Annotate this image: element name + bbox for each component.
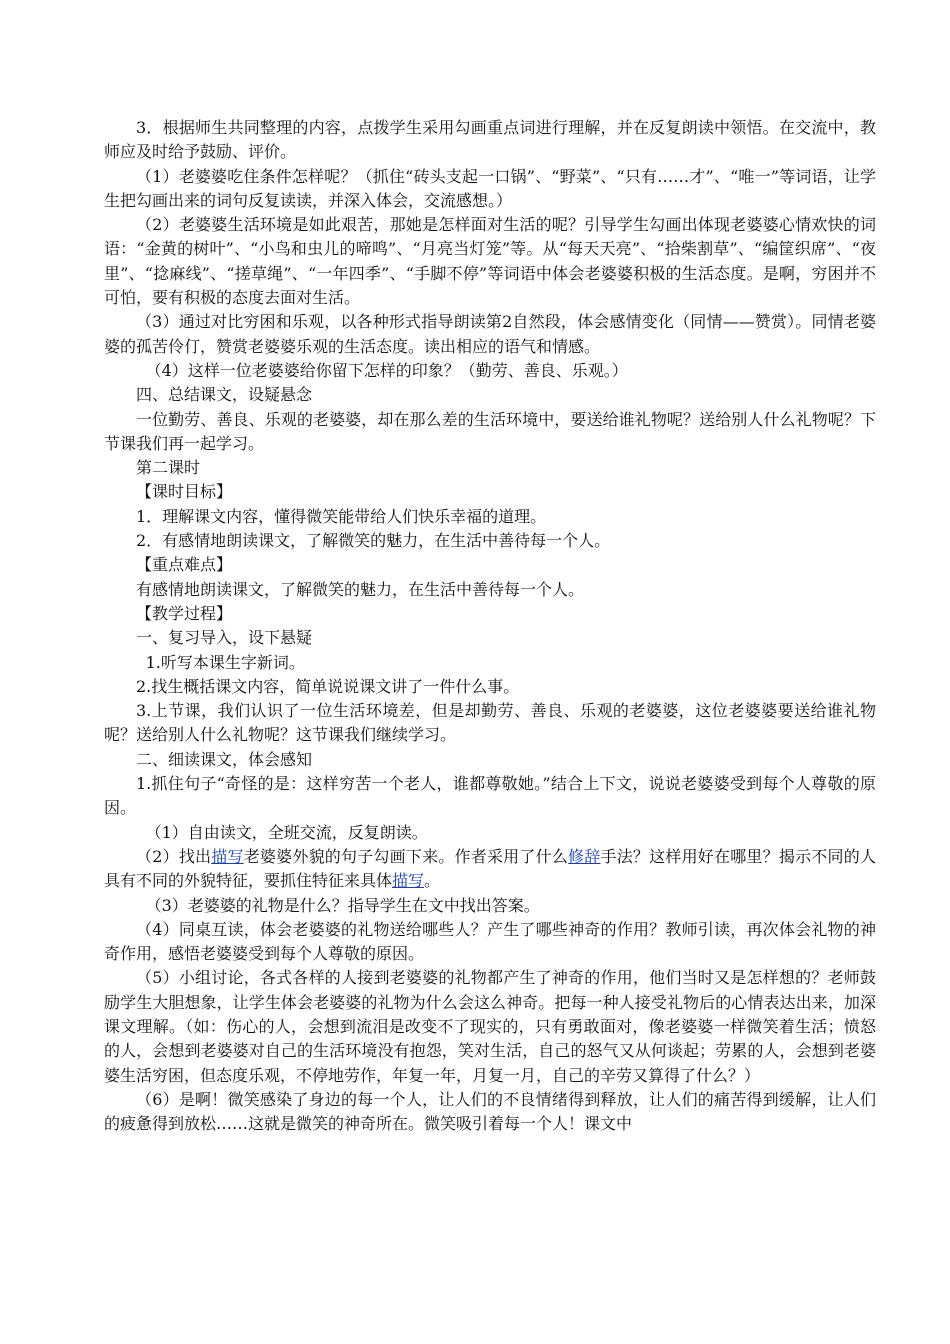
paragraph xyxy=(104,626,876,650)
paragraph xyxy=(104,699,876,748)
paragraph-text: 一、复习导入，设下悬疑 xyxy=(136,628,313,648)
paragraph-text: 手法？这样用好在哪里？揭示不同的人具有不同的外貌特征，要抓住特征来具体 xyxy=(104,846,876,891)
hyperlink[interactable]: 描写 xyxy=(392,871,425,891)
paragraph-text: 1.抓住句子“奇怪的是：这样穷苦一个老人，谁都尊敬她。”结合上下文，说说老婆婆受到每个人尊敬的原因。 xyxy=(104,774,876,818)
paragraph xyxy=(104,918,876,967)
paragraph-text: 2．有感情地朗读课文，了解微笑的魅力，在生活中善待每一个人。 xyxy=(136,531,611,551)
paragraph xyxy=(104,480,876,504)
paragraph xyxy=(104,675,876,699)
hyperlink[interactable]: 修辞 xyxy=(568,846,601,866)
paragraph xyxy=(104,456,876,480)
paragraph-text: （3）老婆婆的礼物是什么？指导学生在文中找出答案。 xyxy=(145,895,540,915)
paragraph-text: （3）通过对比穷困和乐观，以各种形式指导朗读第2自然段，体会感情变化（同情——赞赏）。同情老婆婆的孤苦伶仃，赞赏老婆婆乐观的生活态度。读出相应的语气和情感。 xyxy=(104,312,876,356)
paragraph-text: （2）老婆婆生活环境是如此艰苦，那她是怎样面对生活的呢？引导学生勾画出体现老婆婆心情欢快的词语：“金黄的树叶”、“小鸟和虫儿的啼鸣”、“月亮当灯笼”等。从“每天天亮”、“拾柴割草”、“编筐织席”、“夜里”、“捻麻线”、“搓草绳”、“一年四季”、“手脚不停”等词语中体会老婆婆积极的生活态度。是啊，穷困并不可怕，要有积极的态度去面对生活。 xyxy=(104,215,876,308)
paragraph-text: 【教学过程】 xyxy=(136,603,233,623)
paragraph-text: 1.听写本课生字新词。 xyxy=(145,652,305,672)
paragraph-text: （2）找出 xyxy=(136,846,212,866)
paragraph-text: （6）是啊！微笑感染了身边的每一个人，让人们的不良情绪得到释放，让人们的痛苦得到缓解，让人们的疲惫得到放松……这就是微笑的神奇所在。微笑吸引着每一个人！课文中 xyxy=(104,1089,876,1134)
hyperlink[interactable]: 描写 xyxy=(211,846,244,866)
paragraph xyxy=(104,821,876,845)
paragraph-text: 2.找生概括课文内容，简单说说课文讲了一件什么事。 xyxy=(136,676,520,696)
paragraph-text: （4）同桌互读，体会老婆婆的礼物送给哪些人？产生了哪些神奇的作用？教师引读，再次体会礼物的神奇作用，感悟老婆婆受到每个人尊敬的原因。 xyxy=(104,919,876,964)
paragraph-text: （1）老婆婆吃住条件怎样呢？（抓住“砖头支起一口锅”、“野菜”、“只有……才”、“唯一”等词语，让学生把勾画出来的词句反复读读，并深入体会，交流感想。） xyxy=(104,166,876,210)
paragraph-text: 二、细读课文，体会感知 xyxy=(136,749,313,769)
paragraph xyxy=(104,529,876,553)
paragraph xyxy=(104,602,876,626)
paragraph-text: 有感情地朗读课文，了解微笑的魅力，在生活中善待每一个人。 xyxy=(136,579,585,599)
paragraph-text: 3.上节课，我们认识了一位生活环境差，但是却勤劳、善良、乐观的老婆婆，这位老婆婆要送给谁礼物呢？送给别人什么礼物呢？这节课我们继续学习。 xyxy=(104,701,876,745)
paragraph xyxy=(104,966,876,1087)
paragraph-text: （4）这样一位老婆婆给你留下怎样的印象？（勤劳、善良、乐观。） xyxy=(145,360,628,380)
paragraph-text: 【课时目标】 xyxy=(136,482,233,502)
paragraph-text: 。 xyxy=(424,871,441,891)
paragraph xyxy=(104,213,876,310)
paragraph-text: （5）小组讨论，各式各样的人接到老婆婆的礼物都产生了神奇的作用，他们当时又是怎样想的？老师鼓励学生大胆想象，让学生体会老婆婆的礼物为什么会这么神奇。把每一种人接受礼物后的心情表达出来，加深课文理解。（如：伤心的人，会想到流泪是改变不了现实的，只有勇敢面对，像老婆婆一样微笑着生活；愤怒的人，会想到老婆婆对自己的生活环境没有抱怨，笑对生活，自己的怒气又从何谈起；劳累的人，会想到老婆婆生活穷困，但态度乐观，不停地劳作，年复一年，月复一月，自己的辛劳又算得了什么？） xyxy=(104,968,876,1085)
paragraph xyxy=(104,651,876,675)
paragraph xyxy=(104,748,876,772)
paragraph-text: 【重点难点】 xyxy=(136,555,233,575)
paragraph xyxy=(104,553,876,577)
paragraph-text: 3．根据师生共同整理的内容，点拨学生采用勾画重点词进行理解，并在反复朗读中领悟。在交流中，教师应及时给予鼓励、评价。 xyxy=(104,118,876,162)
paragraph-text: 老婆婆外貌的句子勾画下来。作者采用了什么 xyxy=(243,846,569,866)
paragraph xyxy=(104,578,876,602)
paragraph xyxy=(104,505,876,529)
paragraph xyxy=(104,894,876,918)
paragraph xyxy=(104,116,876,165)
paragraph xyxy=(104,165,876,214)
paragraph-text: 一位勤劳、善良、乐观的老婆婆，却在那么差的生活环境中，要送给谁礼物呢？送给别人什么礼物呢？下节课我们再一起学习。 xyxy=(104,409,876,453)
paragraph xyxy=(104,845,876,894)
paragraph-text: （1）自由读文，全班交流，反复朗读。 xyxy=(145,822,428,842)
paragraph xyxy=(104,1088,876,1137)
paragraph-text: 四、总结课文，设疑悬念 xyxy=(136,385,313,405)
document-body xyxy=(104,116,876,1136)
paragraph-text: 第二课时 xyxy=(136,458,201,478)
paragraph xyxy=(104,359,876,383)
paragraph xyxy=(104,408,876,457)
paragraph-text: 1．理解课文内容，懂得微笑能带给人们快乐幸福的道理。 xyxy=(136,506,547,526)
paragraph xyxy=(104,772,876,821)
paragraph xyxy=(104,383,876,407)
paragraph xyxy=(104,310,876,359)
